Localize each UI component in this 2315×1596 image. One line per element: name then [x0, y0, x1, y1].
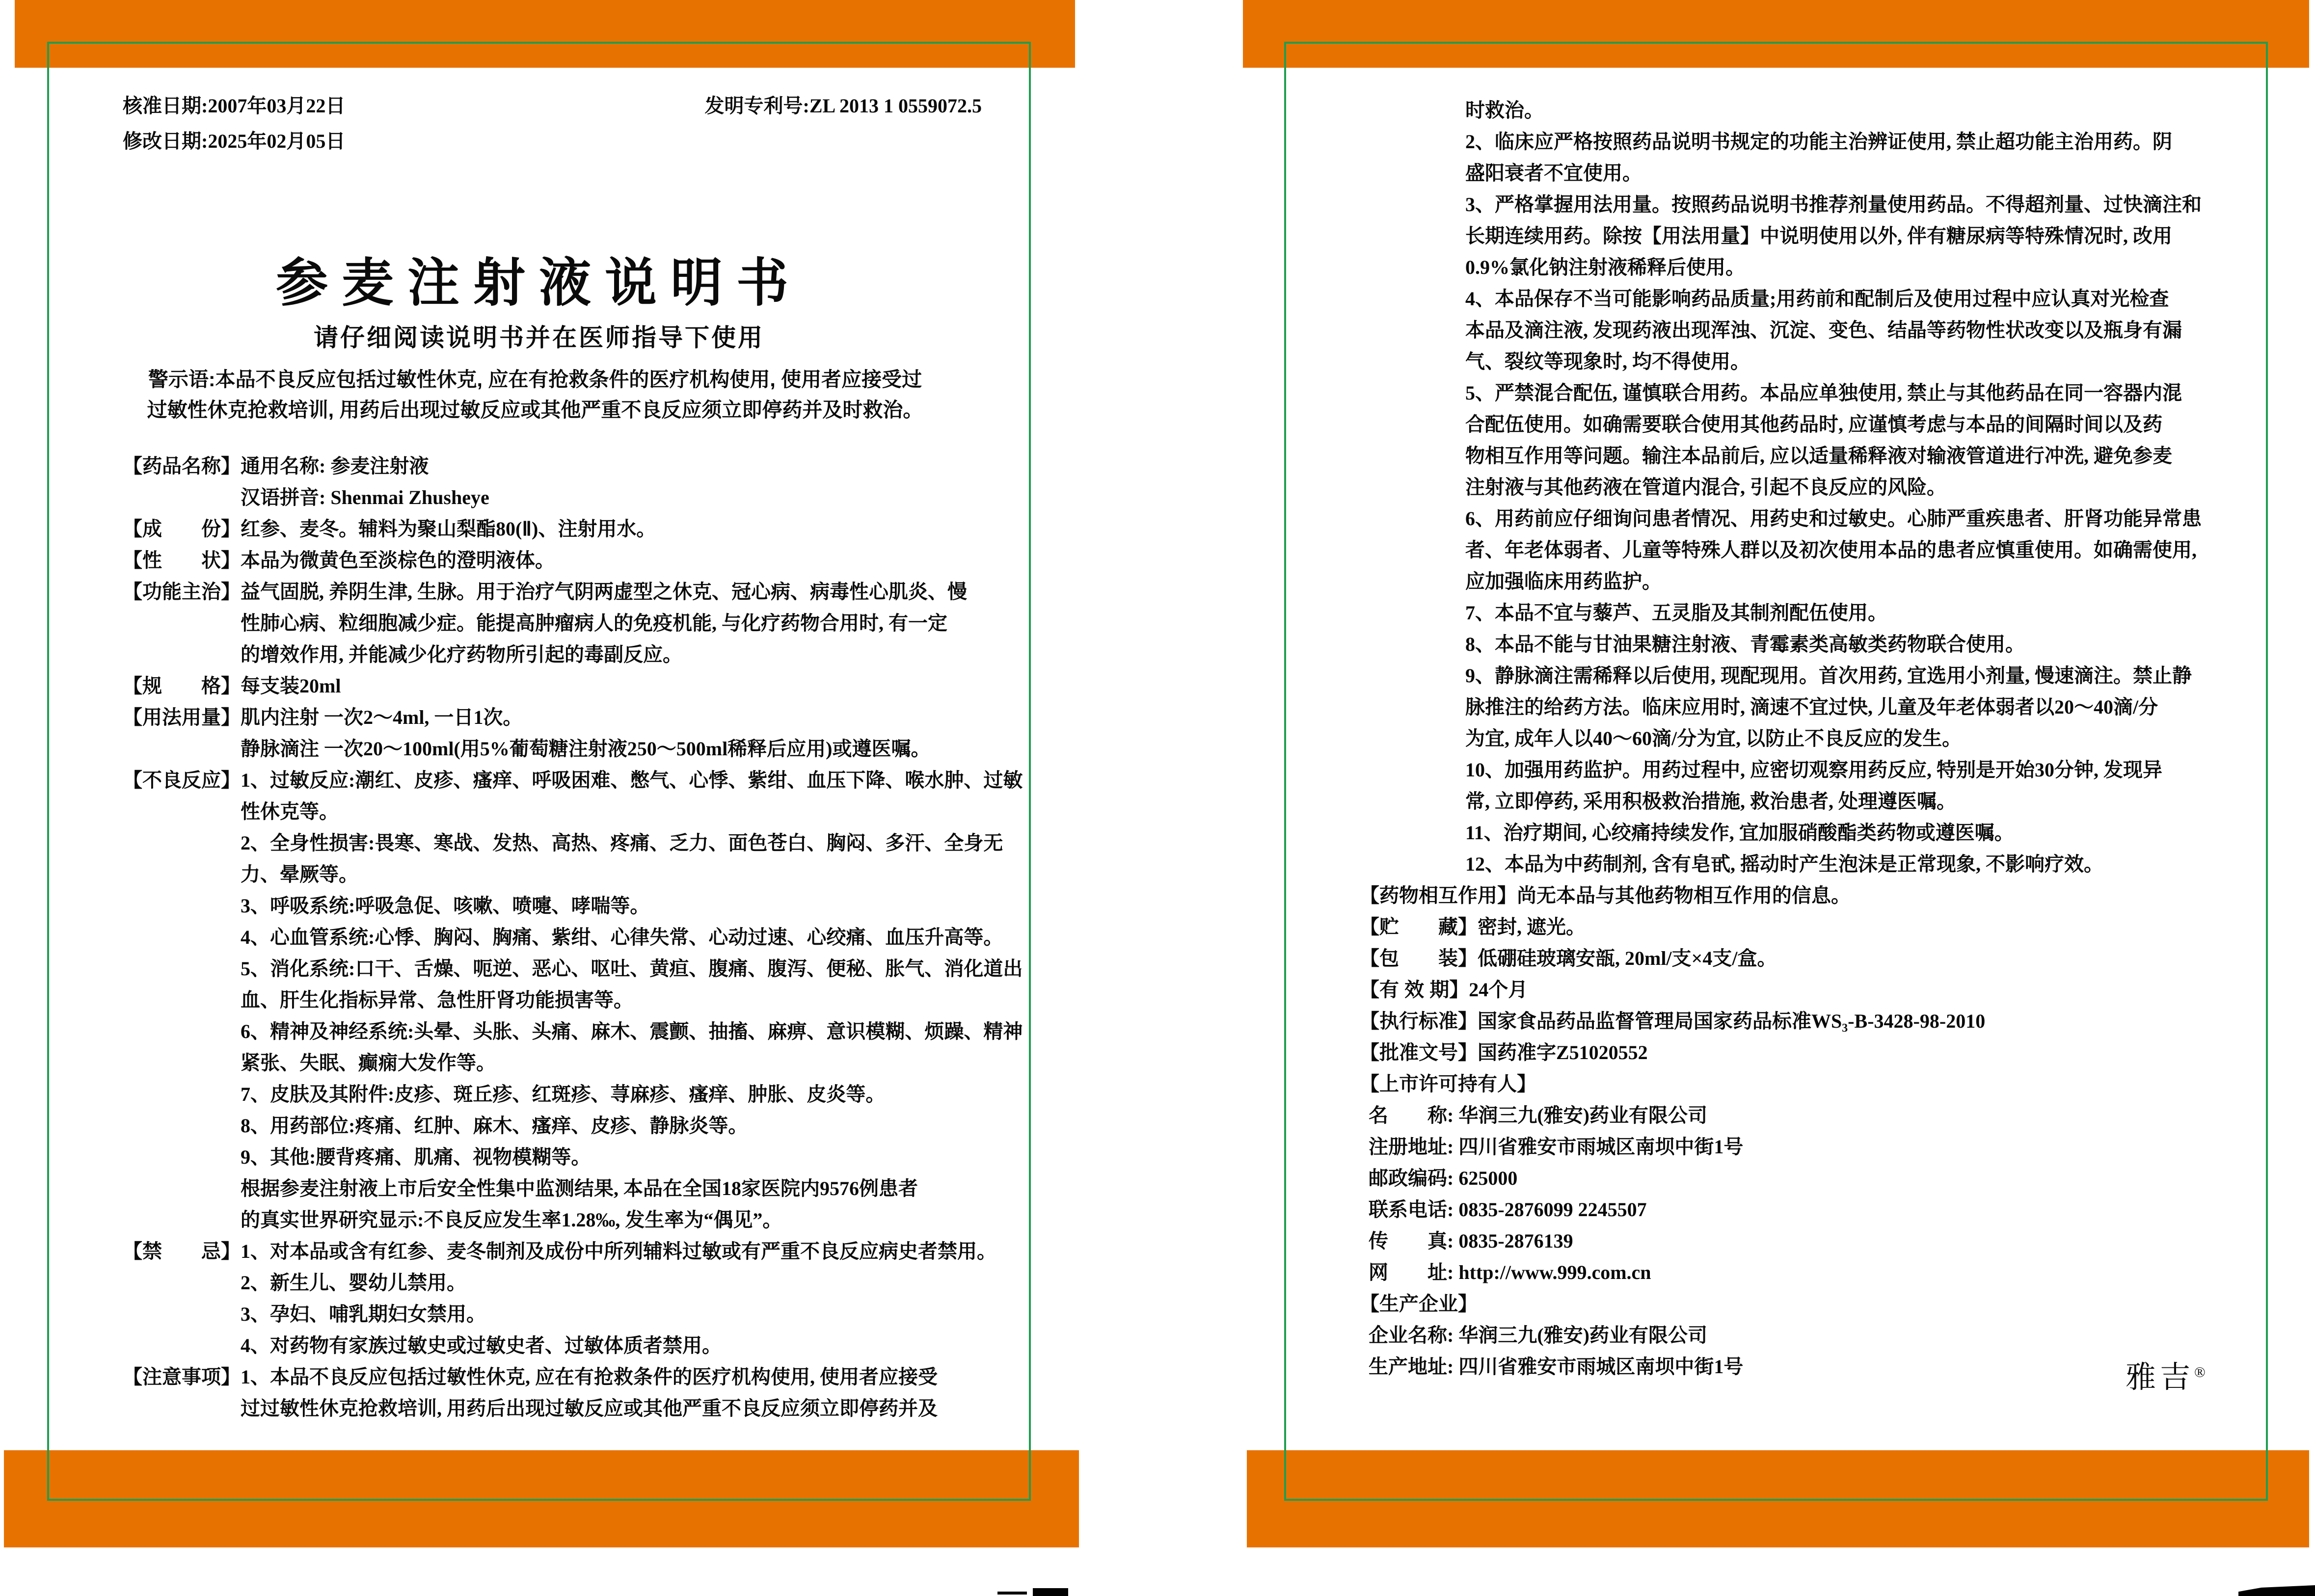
text-line: 8、用药部位:疼痛、红肿、麻木、瘙痒、皮疹、静脉炎等。: [241, 1115, 748, 1137]
text-line: 物相互作用等问题。输注本品前后, 应以适量稀释液对输液管道进行冲洗, 避免参麦: [1465, 445, 2172, 467]
text-line: 4、对药物有家族过敏史或过敏史者、过敏体质者禁用。: [241, 1334, 722, 1357]
section-label: 【功能主治】: [123, 581, 241, 603]
brand-logo-text: 雅吉: [2126, 1361, 2195, 1394]
section-row: [123, 1361, 987, 1424]
text-line: 名 称: 华润三九(雅安)药业有限公司: [1369, 1104, 1707, 1126]
text-line: 联系电话: 0835-2876099 2245507: [1369, 1198, 1647, 1221]
text-line: 2、新生儿、婴幼儿禁用。: [241, 1272, 466, 1294]
text-line: 本品为微黄色至淡棕色的澄明液体。: [241, 549, 555, 571]
section-line: [1360, 880, 2288, 911]
section-label: 【注意事项】: [123, 1366, 241, 1388]
text-line: 力、晕厥等。: [241, 863, 358, 885]
section-text: 低硼硅玻璃安瓿, 20ml/支×4支/盒。: [1478, 947, 1777, 969]
text-line: 常, 立即停药, 采用积极救治措施, 救治患者, 处理遵医嘱。: [1465, 790, 1956, 812]
text-line: 肌内注射 一次2～4ml, 一日1次。: [241, 706, 523, 728]
text-line: 时救治。: [1465, 99, 1544, 121]
text-line: 0.9%氯化钠注射液稀释后使用。: [1465, 256, 1745, 278]
text-line: 9、其他:腰背疼痛、肌痛、视物模糊等。: [241, 1146, 591, 1168]
text-line: 汉语拼音: Shenmai Zhusheye: [241, 486, 489, 508]
section-content: [241, 513, 987, 545]
print-mark-corner: [2238, 1585, 2315, 1596]
section-line: [1360, 1037, 2288, 1068]
section-line: [1360, 1288, 2288, 1320]
section-label: 【药品名称】: [123, 455, 241, 477]
section-row: [123, 576, 987, 670]
section-label: 【有 效 期】: [1360, 979, 1469, 1001]
text-line: 7、皮肤及其附件:皮疹、斑丘疹、红斑疹、荨麻疹、瘙痒、肿胀、皮炎等。: [241, 1083, 886, 1105]
text-line: 长期连续用药。除按【用法用量】中说明使用以外, 伴有糖尿病等特殊情况时, 改用: [1465, 225, 2172, 247]
section-line: [1360, 911, 2288, 943]
section-label: 【批准文号】: [1360, 1042, 1478, 1064]
section-text: 国家食品药品监督管理局国家药品标准WS₃-B-3428-98-2010: [1478, 1010, 1986, 1032]
text-line: 5、严禁混合配伍, 谨慎联合用药。本品应单独使用, 禁止与其他药品在同一容器内混: [1465, 382, 2182, 404]
text-line: 生产地址: 四川省雅安市雨城区南坝中街1号: [1369, 1356, 1744, 1378]
section-line: [1360, 1068, 2288, 1100]
section-row: [123, 1236, 996, 1361]
text-line: 根据参麦注射液上市后安全性集中监测结果, 本品在全国18家医院内9576例患者: [241, 1177, 918, 1199]
text-line: 1、对本品或含有红参、麦冬制剂及成份中所列辅料过敏或有严重不良反应病史者禁用。: [241, 1240, 996, 1262]
section-content: [241, 702, 987, 765]
text-line: 6、精神及神经系统:头晕、头胀、头痛、麻木、震颤、抽搐、麻痹、意识模糊、烦躁、精神: [241, 1020, 1023, 1042]
section-label: 【规 格】: [123, 675, 241, 697]
text-line: 过过敏性休克抢救培训, 用药后出现过敏反应或其他严重不良反应须立即停药并及: [241, 1397, 938, 1419]
section-label: 【执行标准】: [1360, 1011, 1478, 1032]
text-line: 合配伍使用。如确需要联合使用其他药品时, 应谨慎考虑与本品的间隔时间以及药: [1465, 413, 2162, 435]
text-line: 传 真: 0835-2876139: [1369, 1230, 1573, 1252]
registered-trademark-icon: ®: [2194, 1364, 2206, 1381]
left-page-body: [123, 451, 1023, 1424]
text-line: 脉推注的给药方法。临床应用时, 滴速不宜过快, 儿童及年老体弱者以20～40滴/分: [1465, 696, 2158, 718]
text-line: 的真实世界研究显示:不良反应发生率1.28‰, 发生率为“偶见”。: [241, 1209, 782, 1231]
text-line: 8、本品不能与甘油果糖注射液、青霉素类高敏类药物联合使用。: [1465, 633, 2025, 655]
section-row: [123, 765, 1023, 1236]
section-content: [241, 670, 987, 702]
text-line: 网 址: http://www.999.com.cn: [1369, 1261, 1651, 1283]
text-line: 为宜, 成年人以40～60滴/分为宜, 以防止不良反应的发生。: [1465, 727, 1962, 749]
section-content: [241, 1236, 996, 1361]
page-subtitle: 请仔细阅读说明书并在医师指导下使用: [314, 324, 764, 351]
text-line: 盛阳衰者不宜使用。: [1465, 162, 1642, 184]
print-mark-thick: [1033, 1588, 1068, 1596]
text-line: 9、静脉滴注需稀释以后使用, 现配现用。首次用药, 宜选用小剂量, 慢速滴注。禁止静: [1465, 665, 2192, 687]
text-line: 4、心血管系统:心悸、胸闷、胸痛、紫绀、心律失常、心动过速、心绞痛、血压升高等。: [241, 926, 1003, 948]
text-line: 7、本品不宜与藜芦、五灵脂及其制剂配伍使用。: [1465, 602, 1887, 624]
brand-logo-yaji: [2126, 1353, 2206, 1396]
text-line: 1、本品不良反应包括过敏性休克, 应在有抢救条件的医疗机构使用, 使用者应接受: [241, 1366, 938, 1388]
right-page-body: [1360, 95, 2288, 1383]
print-mark-thin: [997, 1592, 1027, 1595]
text-line: 3、孕妇、哺乳期妇女禁用。: [241, 1303, 486, 1325]
text-line: 气、裂纹等现象时, 均不得使用。: [1465, 350, 1750, 372]
text-line: 性肺心病、粒细胞减少症。能提高肿瘤病人的免疫机能, 与化疗药物合用时, 有一定: [241, 612, 947, 634]
text-line: 静脉滴注 一次20～100ml(用5%葡萄糖注射液250～500ml稀释后应用)或遵医嘱。: [241, 738, 931, 760]
approval-date: 核准日期:2007年03月22日: [123, 95, 346, 117]
text-line: 紧张、失眠、癫痫大发作等。: [241, 1052, 496, 1074]
warning-statement: [123, 364, 947, 425]
text-line: 本品及滴注液, 发现药液出现浑浊、沉淀、变色、结晶等药物性状改变以及瓶身有漏: [1465, 319, 2182, 341]
section-label: 【包 装】: [1360, 948, 1478, 969]
section-content: [241, 451, 987, 513]
section-text: 国药准字Z51020552: [1478, 1041, 1648, 1064]
section-row: [123, 545, 987, 576]
section-label: 【性 状】: [123, 550, 241, 571]
text-line: 每支装20ml: [241, 675, 341, 697]
text-line: 2、全身性损害:畏寒、寒战、发热、高热、疼痛、乏力、面色苍白、胸闷、多汗、全身无: [241, 832, 1003, 854]
section-row: [123, 451, 987, 513]
section-row: [123, 670, 987, 702]
text-line: 的增效作用, 并能减少化疗药物所引起的毒副反应。: [241, 643, 682, 665]
section-label: 【不良反应】: [123, 770, 241, 791]
section-line: [1360, 943, 2288, 974]
text-line: 通用名称: 参麦注射液: [241, 455, 429, 477]
text-line: 10、加强用药监护。用药过程中, 应密切观察用药反应, 特别是开始30分钟, 发现异: [1465, 759, 2162, 781]
text-line: 血、肝生化指标异常、急性肝肾功能损害等。: [241, 989, 633, 1011]
warning-line: 警示语:本品不良反应包括过敏性休克, 应在有抢救条件的医疗机构使用, 使用者应接受过: [148, 368, 922, 391]
text-line: 12、本品为中药制剂, 含有皂甙, 摇动时产生泡沫是正常现象, 不影响疗效。: [1465, 853, 2103, 875]
text-line: 3、严格掌握用法用量。按照药品说明书推荐剂量使用药品。不得超剂量、过快滴注和: [1465, 193, 2202, 215]
section-row: [123, 513, 987, 545]
section-content: [241, 765, 1023, 1236]
section-label: 【生产企业】: [1360, 1293, 1478, 1315]
section-label: 【上市许可持有人】: [1360, 1073, 1536, 1095]
text-line: 2、临床应严格按照药品说明书规定的功能主治辨证使用, 禁止超功能主治用药。阴: [1465, 131, 2172, 153]
section-text: 24个月: [1469, 979, 1528, 1001]
section-text: 密封, 遮光。: [1478, 916, 1586, 938]
section-label: 【药物相互作用】: [1360, 885, 1517, 906]
section-content: [241, 545, 987, 576]
section-line: [1360, 974, 2288, 1006]
text-line: 11、治疗期间, 心绞痛持续发作, 宜加服硝酸酯类药物或遵医嘱。: [1465, 822, 2014, 844]
section-content: [241, 1361, 987, 1424]
section-content: [241, 576, 987, 670]
section-label: 【贮 藏】: [1360, 916, 1478, 938]
revision-date: 修改日期:2025年02月05日: [123, 130, 346, 152]
text-line: 邮政编码: 625000: [1369, 1167, 1518, 1189]
warning-line: 过敏性休克抢救培训, 用药后出现过敏反应或其他严重不良反应须立即停药并及时救治。: [147, 399, 923, 421]
text-line: 3、呼吸系统:呼吸急促、咳嗽、喷嚏、哮喘等。: [241, 895, 650, 917]
text-line: 益气固脱, 养阴生津, 生脉。用于治疗气阴两虚型之休克、冠心病、病毒性心肌炎、慢: [241, 581, 967, 603]
section-text: 尚无本品与其他药物相互作用的信息。: [1517, 884, 1851, 906]
section-label: 【成 份】: [123, 518, 241, 540]
section-label: 【禁 忌】: [123, 1241, 241, 1262]
text-line: 应加强临床用药监护。: [1465, 570, 1662, 592]
text-line: 注射液与其他药液在管道内混合, 引起不良反应的风险。: [1465, 476, 1946, 498]
section-row: [123, 702, 987, 765]
text-line: 企业名称: 华润三九(雅安)药业有限公司: [1369, 1324, 1707, 1346]
text-line: 1、过敏反应:潮红、皮疹、瘙痒、呼吸困难、憋气、心悸、紫绀、血压下降、喉水肿、过敏: [241, 769, 1023, 791]
section-line: [1360, 1006, 2288, 1037]
text-line: 6、用药前应仔细询问患者情况、用药史和过敏史。心肺严重疾患者、肝肾功能异常患: [1465, 507, 2202, 530]
section-label: 【用法用量】: [123, 707, 241, 728]
page-title: 参麦注射液说明书: [276, 255, 802, 312]
text-line: 者、年老体弱者、儿童等特殊人群以及初次使用本品的患者应慎重使用。如确需使用,: [1465, 539, 2197, 561]
text-line: 5、消化系统:口干、舌燥、呃逆、恶心、呕吐、黄疸、腹痛、腹泻、便秘、胀气、消化道出: [241, 958, 1023, 980]
text-line: 注册地址: 四川省雅安市雨城区南坝中街1号: [1369, 1136, 1744, 1158]
text-line: 4、本品保存不当可能影响药品质量;用药前和配制后及使用过程中应认真对光检查: [1465, 288, 2169, 310]
patent-number: 发明专利号:ZL 2013 1 0559072.5: [704, 95, 982, 117]
text-line: 性休克等。: [241, 800, 339, 823]
text-line: 红参、麦冬。辅料为聚山梨酯80(Ⅱ)、注射用水。: [241, 518, 656, 540]
